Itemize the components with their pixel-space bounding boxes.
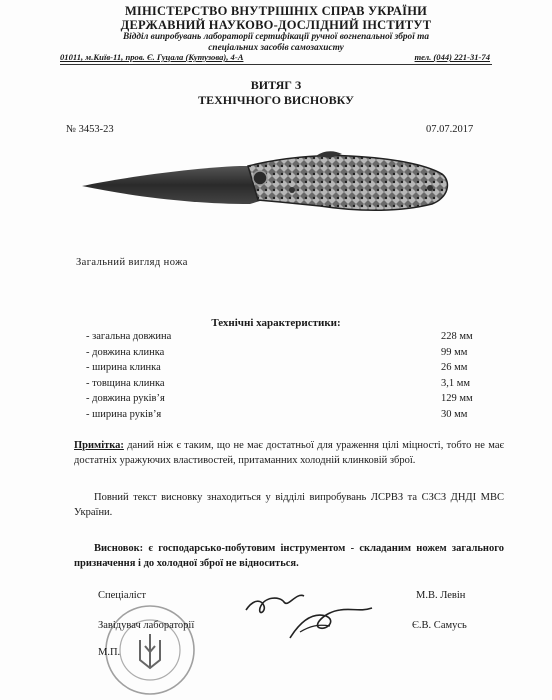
spec-name: - ширина рукiв’я [86,408,162,420]
signer-name-1: М.В. Левін [416,590,466,601]
spec-name: - ширина клинка [86,362,161,373]
spec-row [86,378,506,394]
specs-title: Технічні характеристики: [211,317,341,329]
blade [82,166,270,204]
spec-name: - товщина клинка [86,377,165,389]
note-text: даний ніж є таким, що не має достатньої для ураження цілі міцності, тобто не має достатніх уражуючих властивостей, притаманних холодній клинковій зброї. [74,440,504,466]
signer-role-2: Завідувач лабораторії [98,620,195,631]
spec-value: 129 мм [441,393,473,404]
signer-role-1: Спеціаліст [98,590,146,601]
address-line [60,52,490,64]
spec-row [86,347,506,363]
spec-row [86,409,506,425]
spec-value: 99 мм [441,346,468,358]
spec-value: 228 мм [441,331,473,342]
knife-photo [80,148,460,228]
note-label: Примітка: [74,440,124,451]
spec-row [86,331,506,347]
spec-row [86,362,506,378]
department-line-1: Відділ випробувань лабораторії сертифікації ручної вогнепальної зброї та [122,32,429,42]
doc-number: № 3453-23 [66,124,114,135]
doc-date: 07.07.2017 [426,124,474,135]
doc-title-line-2: ТЕХНІЧНОГО ВИСНОВКУ [198,93,354,107]
signer-name-2: Є.В. Самусь [412,620,467,631]
doc-title-line-1: ВИТЯГ З [250,78,302,92]
spec-value: 26 мм [441,362,468,373]
spec-name: - довжина клинка [86,346,165,358]
spec-name: - довжина рукiв’я [86,393,165,404]
handle [248,155,447,210]
department-header [0,32,552,54]
conclusion-label: Висновок: [94,543,144,554]
conclusion-text: є господарсько-побутовим інструментом - складаним ножем загального призначення і до холодної зброї не відноситься. [74,543,504,569]
institute-header: ДЕРЖАВНИЙ НАУКОВО-ДОСЛІДНИЙ ІНСТИТУТ [120,18,432,32]
pivot-screw [253,171,267,185]
conclusion-paragraph [74,541,504,571]
spec-value: 3,1 мм [441,377,471,389]
header-divider [60,64,492,65]
department-line-2: спеціальних засобів самозахисту [208,43,344,53]
image-caption: Загальний вигляд ножа [76,257,188,268]
spec-name: - загальна довжина [86,331,172,342]
stamp-place-label: М.П. [98,647,121,658]
lanyard-screw [427,185,433,191]
specs-table [86,331,506,424]
spec-value: 30 мм [441,408,468,420]
full-text-note: Повний текст висновку знаходиться у відділі випробувань ЛСРВЗ та СЗСЗ ДНДІ МВС України. [74,492,504,518]
trident-icon [140,634,160,668]
spec-row [86,393,506,409]
flipper-stud [289,187,295,193]
phone: тел. (044) 221-31-74 [414,52,490,62]
handwritten-signature [240,582,380,642]
note-paragraph [74,438,504,468]
address: 01011, м.Київ-11, пров. Є. Гуцала (Кутузова), 4-А [60,52,244,62]
ministry-header: МІНІСТЕРСТВО ВНУТРІШНІХ СПРАВ УКРАЇНИ [124,4,428,18]
